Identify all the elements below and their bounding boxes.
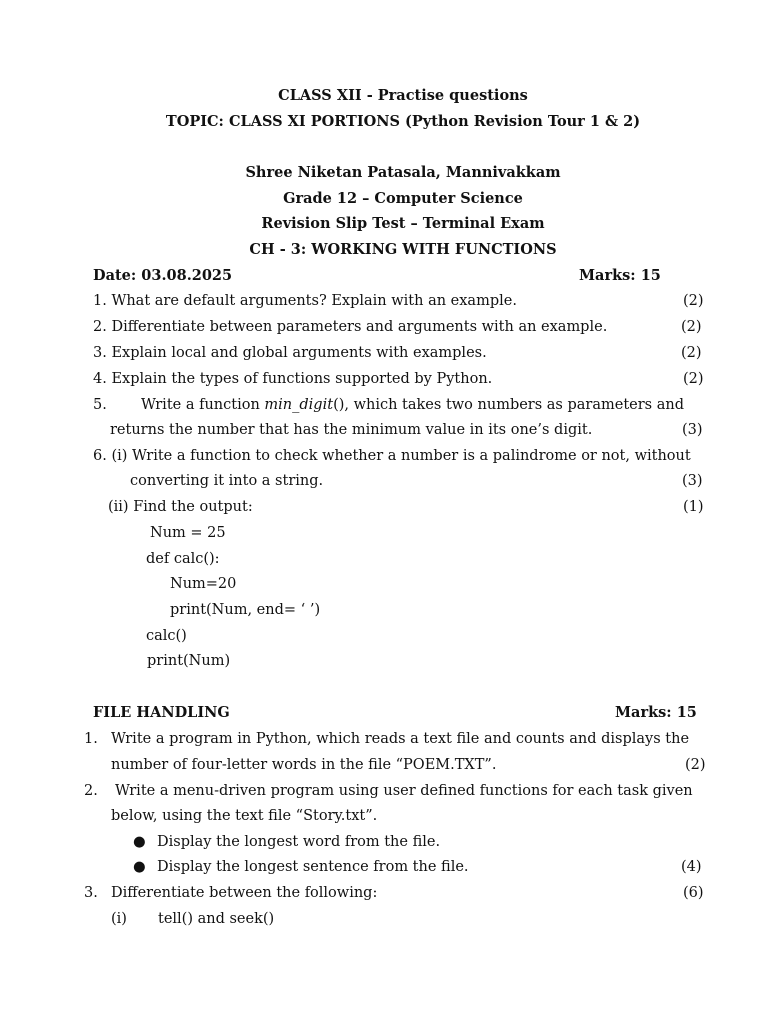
- fh-question-2-bullet-1: ● Display the longest word from the file.: [133, 834, 441, 850]
- question-4-marks: (2): [683, 371, 704, 387]
- question-6ii-marks: (1): [683, 499, 704, 515]
- fh-question-2-line2: below, using the text file “Story.txt”.: [111, 808, 378, 824]
- section1-marks: Marks: 15: [579, 267, 661, 284]
- question-5-line2: returns the number that has the minimum value in its one’s digit.: [110, 422, 593, 438]
- question-6-line2: converting it into a string.: [130, 473, 324, 489]
- section2-title: FILE HANDLING: [93, 704, 230, 721]
- question-5-number: 5.: [93, 397, 107, 413]
- fh-question-2-number: 2.: [84, 783, 98, 799]
- chapter-title: CH - 3: WORKING WITH FUNCTIONS: [249, 241, 557, 258]
- section2-marks: Marks: 15: [615, 704, 697, 721]
- question-6-line1: 6. (i) Write a function to check whether a number is a palindrome or not, without: [93, 448, 691, 464]
- code-line-1: Num = 25: [150, 525, 226, 541]
- fh-question-3: Differentiate between the following:: [111, 885, 378, 901]
- bullet-icon: ●: [133, 834, 146, 850]
- fh-question-1-line2: number of four-letter words in the file “POEM.TXT”.: [111, 757, 497, 773]
- code-line-2: def calc():: [146, 551, 220, 567]
- test-name: Revision Slip Test – Terminal Exam: [261, 215, 545, 232]
- grade-subject: Grade 12 – Computer Science: [283, 190, 523, 207]
- function-name: min_digit: [264, 397, 334, 413]
- code-line-5: calc(): [146, 628, 187, 644]
- header-topic: TOPIC: CLASS XI PORTIONS (Python Revision Tour 1 & 2): [165, 113, 641, 130]
- header-class: CLASS XII - Practise questions: [278, 87, 528, 104]
- question-6ii: (ii) Find the output:: [108, 499, 253, 515]
- fh-question-1-marks: (2): [685, 757, 706, 773]
- fh-question-3-marks: (6): [683, 885, 704, 901]
- question-6i-marks: (3): [682, 473, 703, 489]
- fh-question-3-sub-i: tell() and seek(): [158, 911, 275, 927]
- question-3: 3. Explain local and global arguments with examples.: [93, 345, 487, 361]
- fh-question-3-sub-i-number: (i): [111, 911, 127, 927]
- question-2: 2. Differentiate between parameters and arguments with an example.: [93, 319, 608, 335]
- question-4: 4. Explain the types of functions supported by Python.: [93, 371, 493, 387]
- question-1: 1. What are default arguments? Explain with an example.: [93, 293, 517, 309]
- question-3-marks: (2): [681, 345, 702, 361]
- code-line-6: print(Num): [147, 653, 231, 669]
- exam-date: Date: 03.08.2025: [93, 267, 233, 284]
- fh-question-2-bullet-2: ● Display the longest sentence from the file.: [133, 859, 469, 875]
- fh-question-3-number: 3.: [84, 885, 98, 901]
- fh-question-1-number: 1.: [84, 731, 98, 747]
- fh-question-1-line1: Write a program in Python, which reads a text file and counts and displays the: [111, 731, 690, 747]
- code-line-3: Num=20: [170, 576, 237, 592]
- question-2-marks: (2): [681, 319, 702, 335]
- school-name: Shree Niketan Patasala, Mannivakkam: [245, 164, 561, 181]
- question-5-line1: Write a function min_digit(), which takes two numbers as parameters and: [141, 397, 684, 413]
- code-line-4: print(Num, end= ‘ ’): [170, 602, 321, 618]
- fh-question-2-line1: Write a menu-driven program using user defined functions for each task given: [115, 783, 693, 799]
- question-1-marks: (2): [683, 293, 704, 309]
- bullet-icon: ●: [133, 859, 146, 875]
- fh-question-2-marks: (4): [681, 859, 702, 875]
- question-5-marks: (3): [682, 422, 703, 438]
